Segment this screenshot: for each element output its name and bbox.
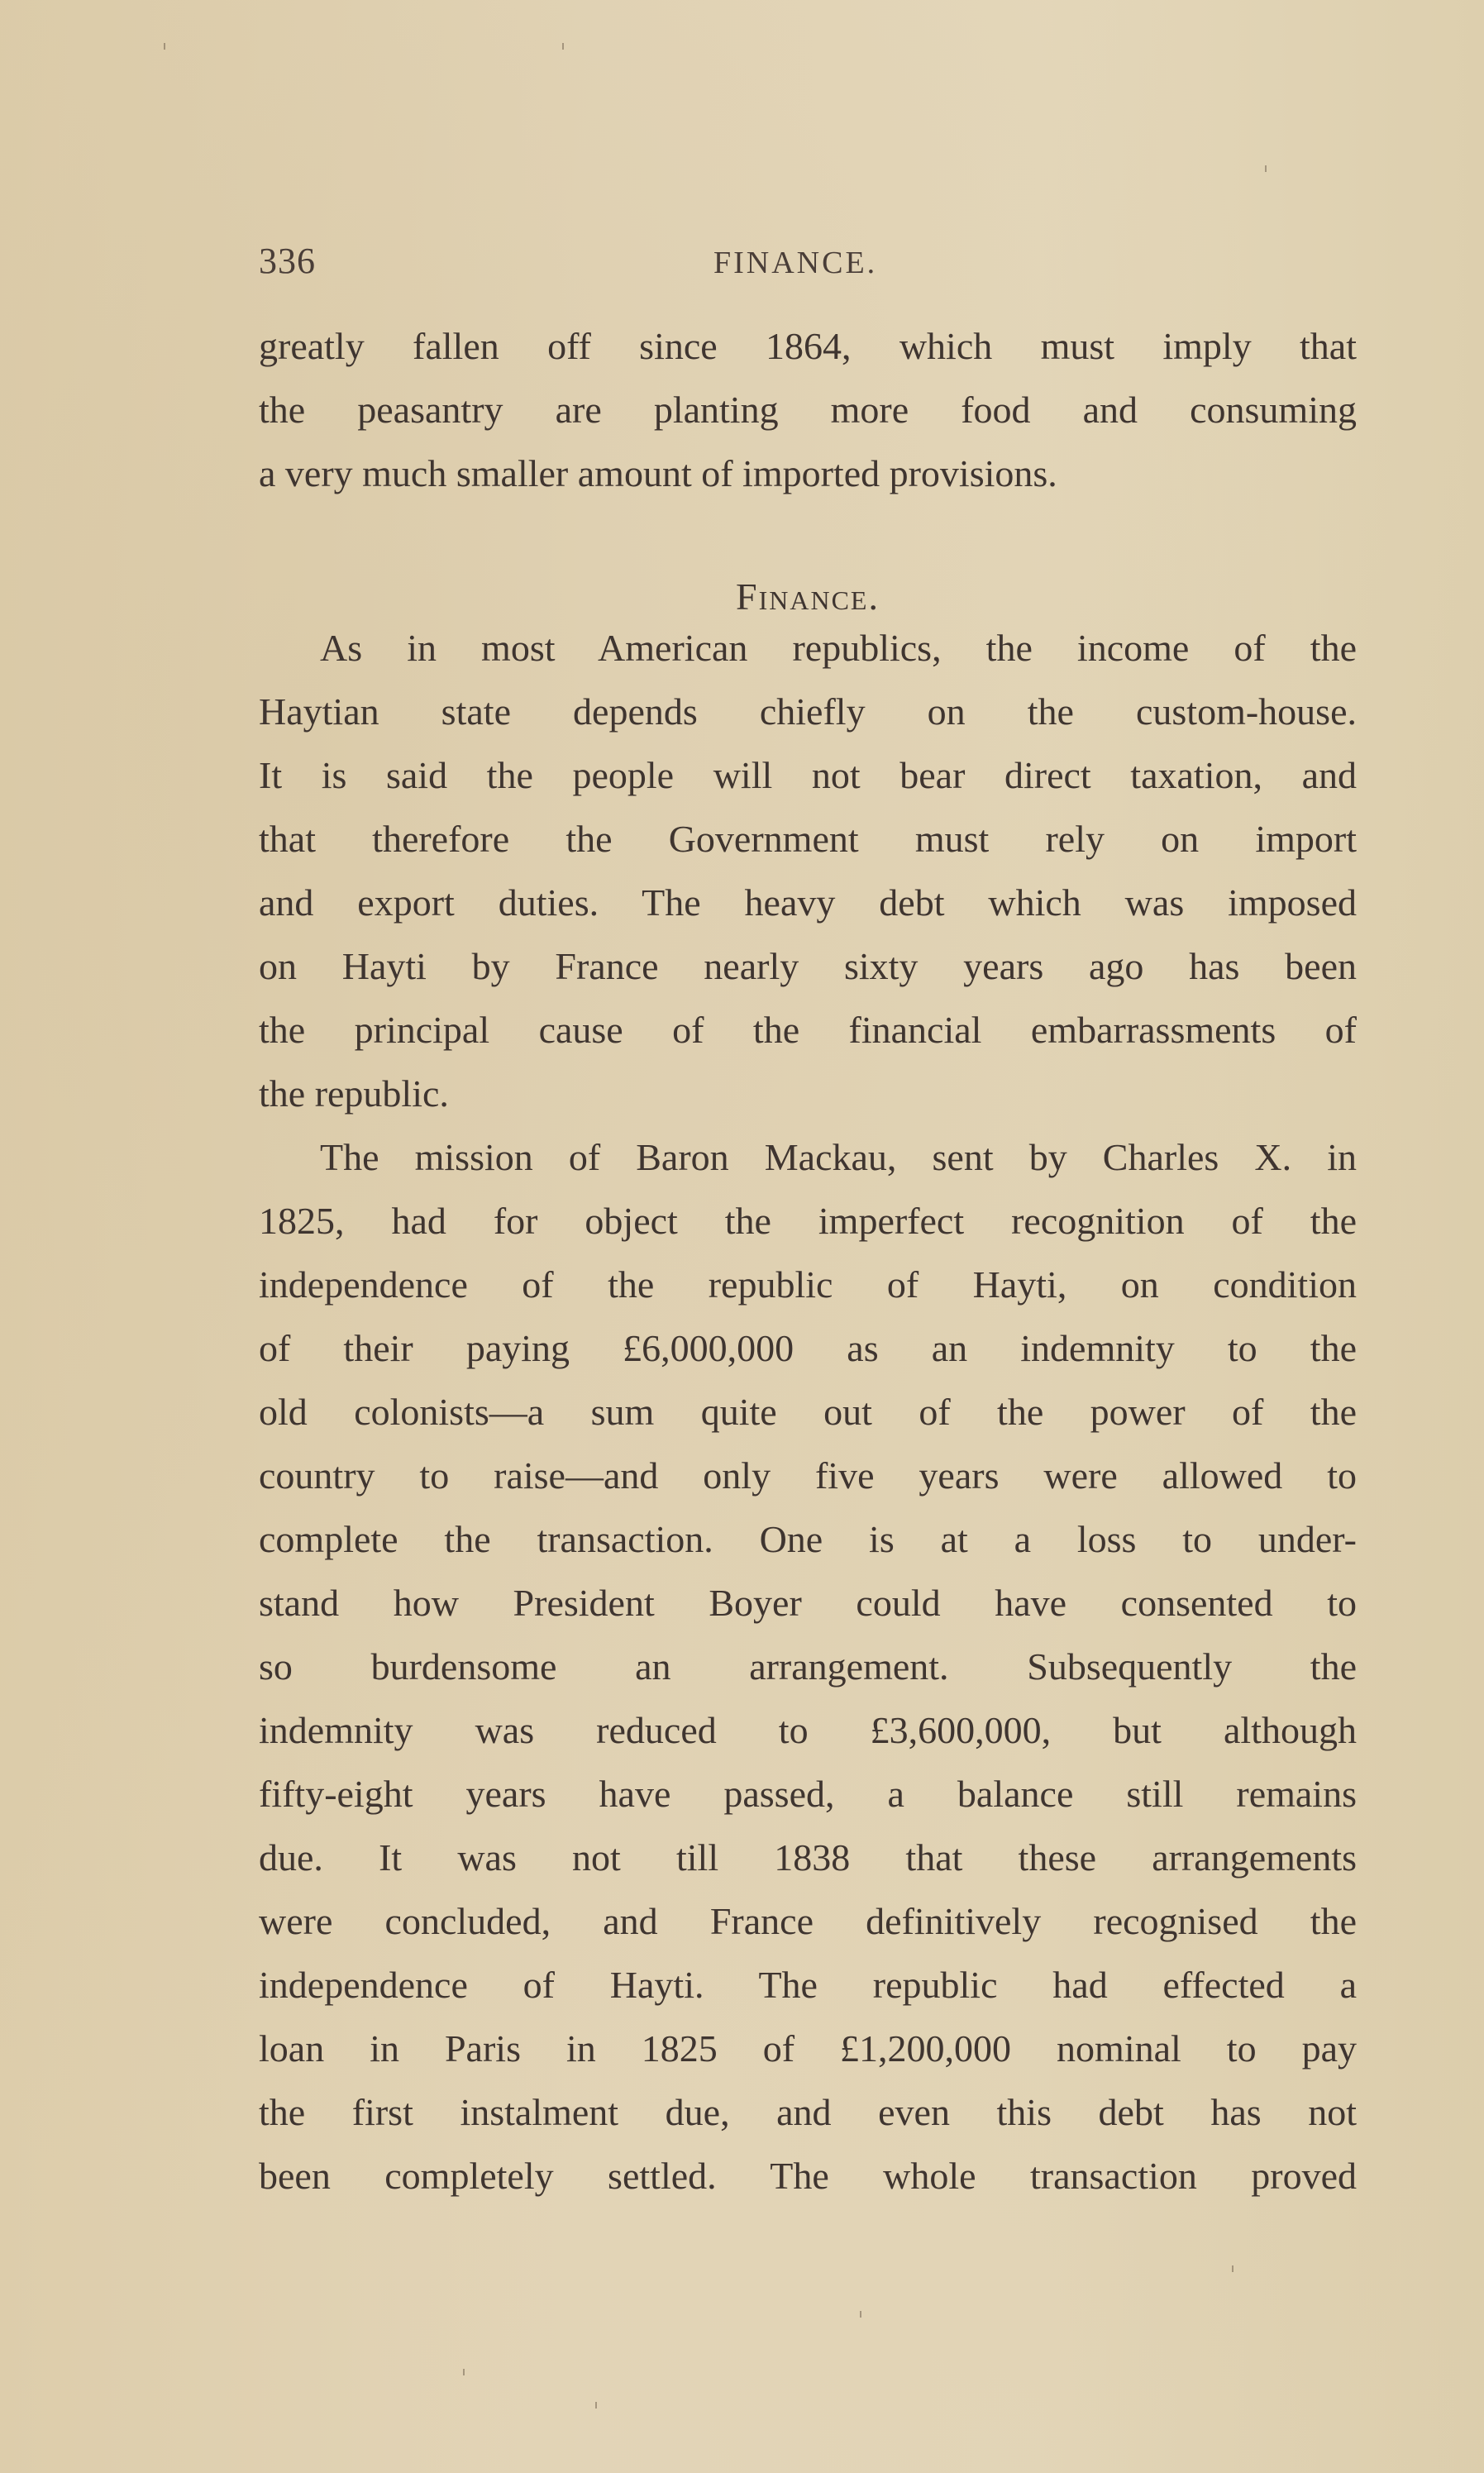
text-line: the first instalment due, and even this debt has not [259, 2091, 1357, 2133]
text-line: indemnity was reduced to £3,600,000, but although [259, 1709, 1357, 1751]
text-line: the republic. [259, 1072, 449, 1115]
text-line: As in most American republics, the income of the [320, 627, 1357, 669]
text-line: so burdensome an arrangement. Subsequently the [259, 1645, 1357, 1688]
text-line: been completely settled. The whole transaction proved [259, 2155, 1357, 2197]
text-line: old colonists—a sum quite out of the power of the [259, 1391, 1357, 1433]
text-line: the principal cause of the financial embarrassments of [259, 1009, 1357, 1051]
paper-speck [1265, 165, 1267, 172]
paper-speck [463, 2369, 465, 2375]
text-line: greatly fallen off since 1864, which must imply that [259, 325, 1357, 367]
continuation-paragraph [259, 314, 1357, 505]
text-line: independence of Hayti. The republic had effected a [259, 1964, 1357, 2006]
text-line: due. It was not till 1838 that these arrangements [259, 1836, 1357, 1879]
text-line: that therefore the Government must rely on import [259, 818, 1357, 860]
paper-speck [860, 2311, 861, 2318]
text-line: of their paying £6,000,000 as an indemnity to the [259, 1327, 1357, 1369]
paper-speck [595, 2402, 597, 2409]
text-line: independence of the republic of Hayti, on condition [259, 1263, 1357, 1306]
paper-speck [164, 43, 165, 50]
text-line: Haytian state depends chiefly on the custom-house. [259, 690, 1357, 733]
text-line: 1825, had for object the imperfect recognition of the [259, 1200, 1357, 1242]
text-line: fifty-eight years have passed, a balance still remains [259, 1773, 1357, 1815]
text-line: It is said the people will not bear direct taxation, and [259, 754, 1357, 796]
paper-speck [562, 43, 564, 50]
paragraph-income [259, 616, 1357, 1125]
running-head [259, 240, 1357, 289]
text-line: loan in Paris in 1825 of £1,200,000 nominal to pay [259, 2027, 1357, 2070]
paper-speck [1232, 2265, 1233, 2272]
paragraph-indemnity [259, 1125, 1357, 2208]
text-line: country to raise—and only five years were allowed to [259, 1454, 1357, 1497]
page-number: 336 [259, 241, 316, 281]
text-line: on Hayti by France nearly sixty years ago has been [259, 945, 1357, 987]
text-line: The mission of Baron Mackau, sent by Charles X. in [320, 1136, 1357, 1178]
text-line: and export duties. The heavy debt which was imposed [259, 881, 1357, 924]
text-line: complete the transaction. One is at a loss to under- [259, 1518, 1357, 1560]
text-line: were concluded, and France definitively recognised the [259, 1900, 1357, 1942]
section-heading: Finance. [736, 575, 880, 618]
text-line: the peasantry are planting more food and consuming [259, 389, 1357, 431]
running-title: FINANCE. [713, 246, 878, 280]
text-line: stand how President Boyer could have consented to [259, 1582, 1357, 1624]
text-line: a very much smaller amount of imported provisions. [259, 452, 1057, 494]
